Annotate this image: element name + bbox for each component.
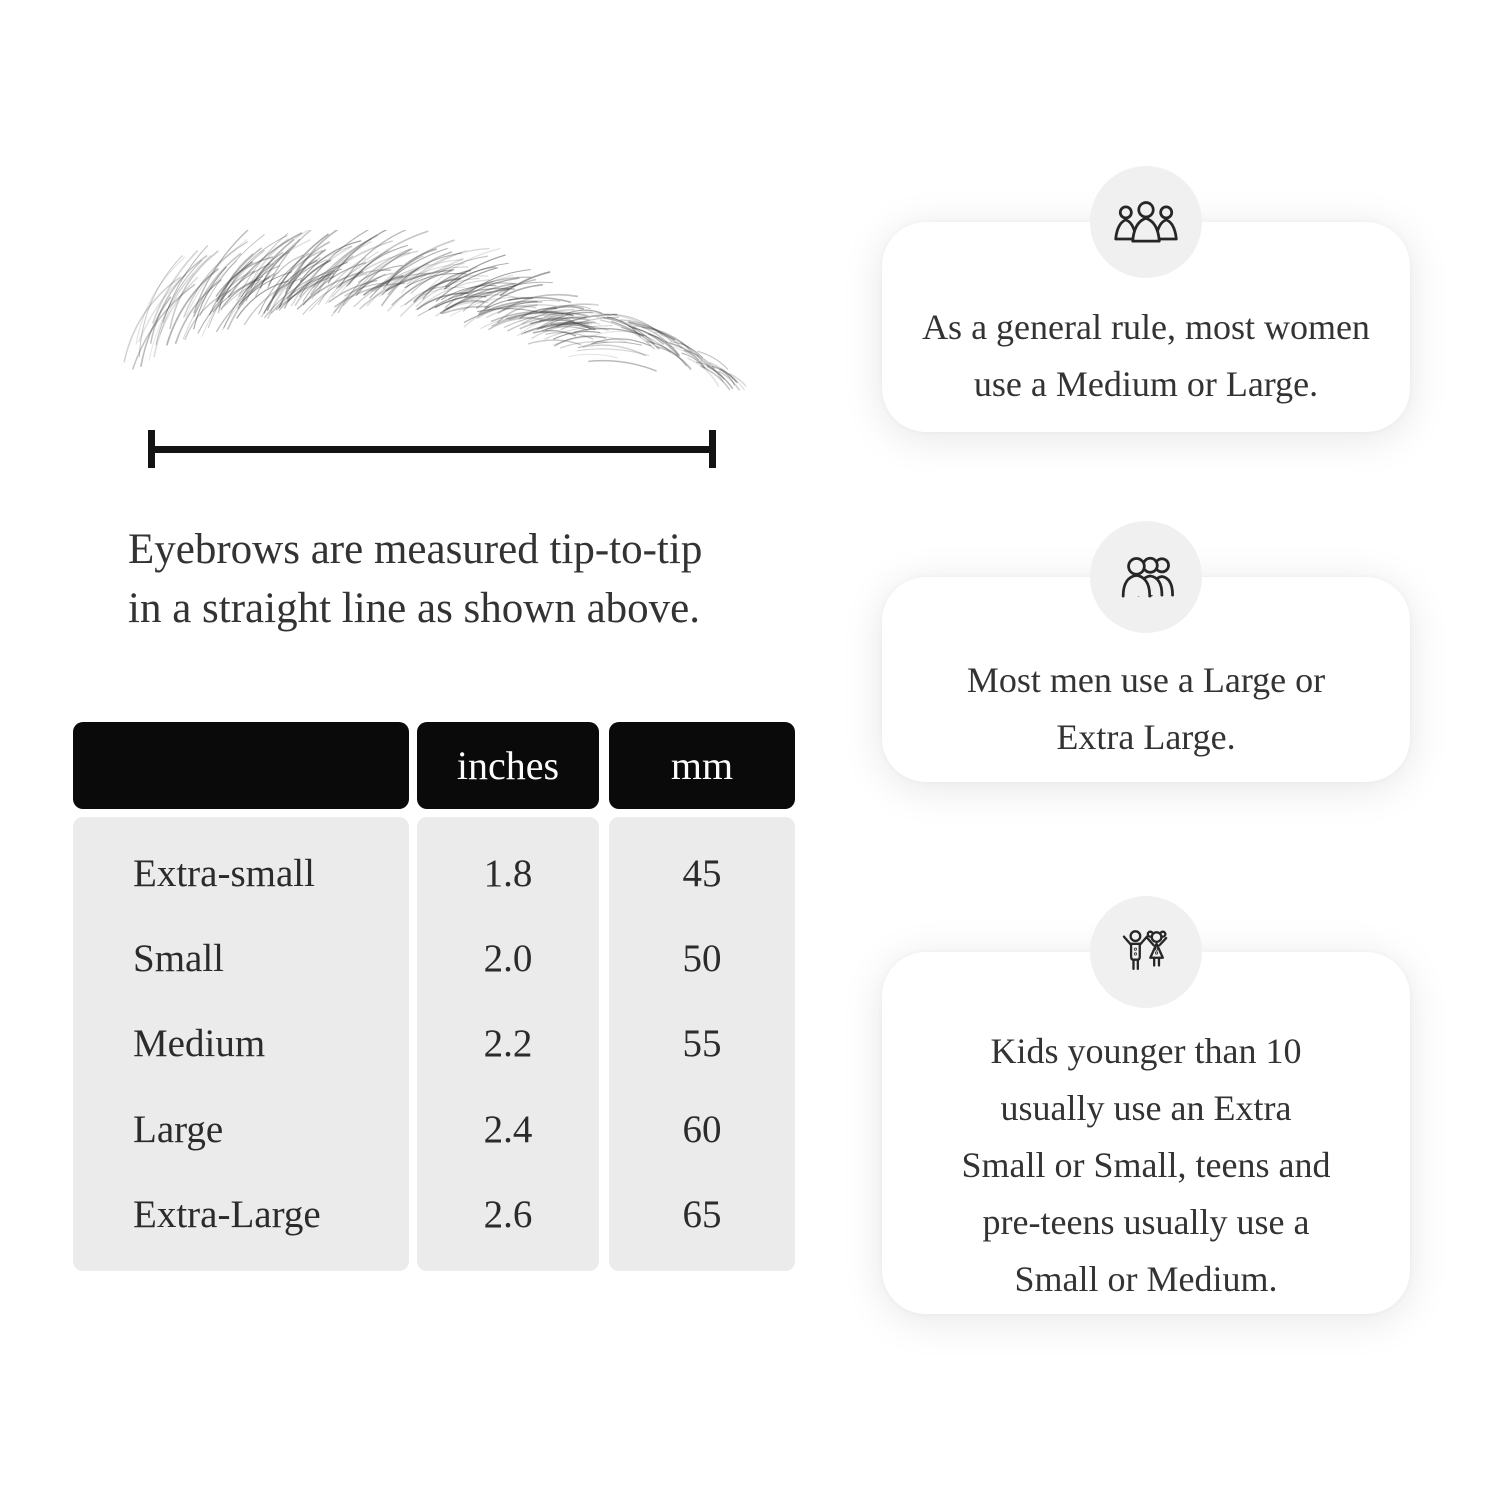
icon-circle [1090,896,1202,1008]
cell-mm: 50 [682,937,722,981]
card-text-line: usually use an Extra [1000,1087,1292,1128]
card-text-line: Extra Large. [1056,716,1236,757]
row-label: Medium [133,1022,266,1066]
card-text-line: pre-teens usually use a [982,1201,1310,1242]
icon-circle [1090,521,1202,633]
caption-line-2: in a straight line as shown above. [128,585,701,632]
card-text-line: Small or Small, teens and [961,1144,1331,1185]
kids-icon [1112,927,1180,977]
row-label: Extra-small [133,852,315,896]
cell-mm: 45 [682,852,722,896]
info-card-kids [882,952,1410,1314]
cell-inches: 2.2 [483,1022,533,1066]
card-text [962,1023,1331,1308]
cell-inches: 2.4 [483,1107,533,1151]
measurement-caption [128,520,702,638]
card-text-line: As a general rule, most women [922,307,1370,347]
cell-inches: 2.6 [483,1192,533,1236]
men-group-icon [1112,552,1180,602]
row-label: Small [133,937,225,981]
table-header-mm: mm [609,722,795,809]
ruler-line [151,446,716,453]
card-text-line: Small or Medium. [1014,1258,1278,1299]
cell-mm: 60 [682,1107,722,1151]
info-card-women [882,222,1410,432]
table-column-mm [609,817,795,1271]
card-text [967,652,1325,766]
card-text-line: use a Medium or Large. [973,364,1319,404]
card-text [922,299,1370,413]
cell-mm: 55 [682,1022,722,1066]
card-text-line: Kids younger than 10 [990,1030,1302,1071]
caption-line-1: Eyebrows are measured tip-to-tip [128,526,703,573]
row-label: Extra-Large [133,1192,321,1236]
eyebrow-illustration [112,230,746,410]
table-column-inches [417,817,599,1271]
card-text-line: Most men use a Large or [966,659,1326,700]
cell-mm: 65 [682,1192,722,1236]
icon-circle [1090,166,1202,278]
ruler-tick-right [709,430,716,468]
women-group-icon [1112,197,1180,247]
info-card-men [882,577,1410,782]
cell-inches: 1.8 [483,852,533,896]
cell-inches: 2.0 [483,937,533,981]
row-label: Large [133,1107,224,1151]
table-header-size [73,722,409,809]
table-column-size-labels [73,817,409,1271]
table-header-inches: inches [417,722,599,809]
